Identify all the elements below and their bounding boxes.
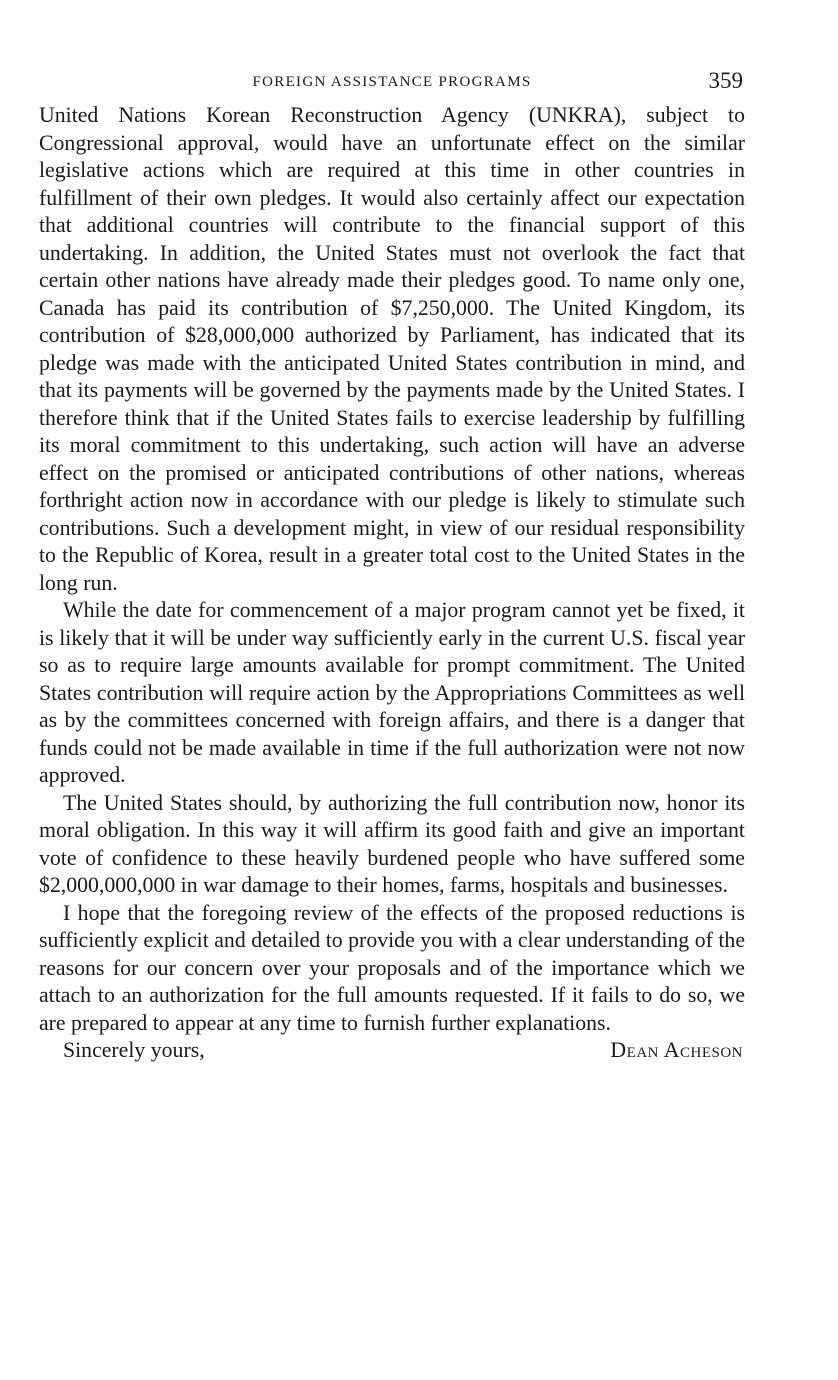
page-number: 359 bbox=[708, 68, 743, 93]
running-title: FOREIGN ASSISTANCE PROGRAMS bbox=[252, 74, 532, 90]
document-page bbox=[39, 66, 745, 1065]
paragraph: I hope that the foregoing review of the effects of the proposed reductions is sufficiently explicit and detailed to provide you with a clear understanding of the reasons for our concern over your proposals and of the importance which we attach to an authorization for the full amounts requested. If it fails to do so, we are prepared to appear at any time to furnish further explanations. bbox=[39, 900, 745, 1035]
paragraph: The United States should, by authorizing the full contribution now, honor its moral obligation. In this way it will affirm its good faith and give an important vote of confidence to these heavily burdened people who have suffered some $2,000,000,000 in war damage to their homes, farms, hospitals and businesses. bbox=[39, 790, 745, 897]
paragraph: While the date for commencement of a major program cannot yet be fixed, it is likely that it will be under way sufficiently early in the current U.S. fiscal year so as to require large amounts available for prompt commitment. The United States contribution will require action by the Appropriations Committees as well as by the committees concerned with foreign affairs, and there is a danger that funds could not be made available in time if the full authorization were not now approved. bbox=[39, 598, 745, 787]
running-head bbox=[39, 66, 745, 102]
salutation: Sincerely yours, bbox=[63, 1038, 205, 1062]
letter-body bbox=[39, 102, 745, 1037]
paragraph-continued: United Nations Korean Reconstruction Agency (UNKRA), subject to Congressional approval, would have an unfortunate effect on the similar legislative actions which are required at this time in other countries in fulfillment of their own pledges. It would also certainly affect our expectation that additional countries will contribute to the financial support of this undertaking. In addition, the United States must not overlook the fact that certain other nations have already made their pledges good. To name only one, Canada has paid its contribution of $7,250,000. The United Kingdom, its contribution of $28,000,000 authorized by Parliament, has indicated that its pledge was made with the anticipated United States contribution in mind, and that its payments will be governed by the payments made by the United States. I therefore think that if the United States fails to exercise leadership by fulfilling its moral commitment to this undertaking, such action will have an adverse effect on the promised or anticipated contributions of other nations, whereas forthright action now in accordance with our pledge is likely to stimulate such contributions. Such a development might, in view of our residual responsibility to the Republic of Korea, result in a greater total cost to the United States in the long run. bbox=[39, 103, 745, 595]
letter-closing bbox=[39, 1037, 745, 1065]
signature: Dean Acheson bbox=[610, 1038, 743, 1062]
